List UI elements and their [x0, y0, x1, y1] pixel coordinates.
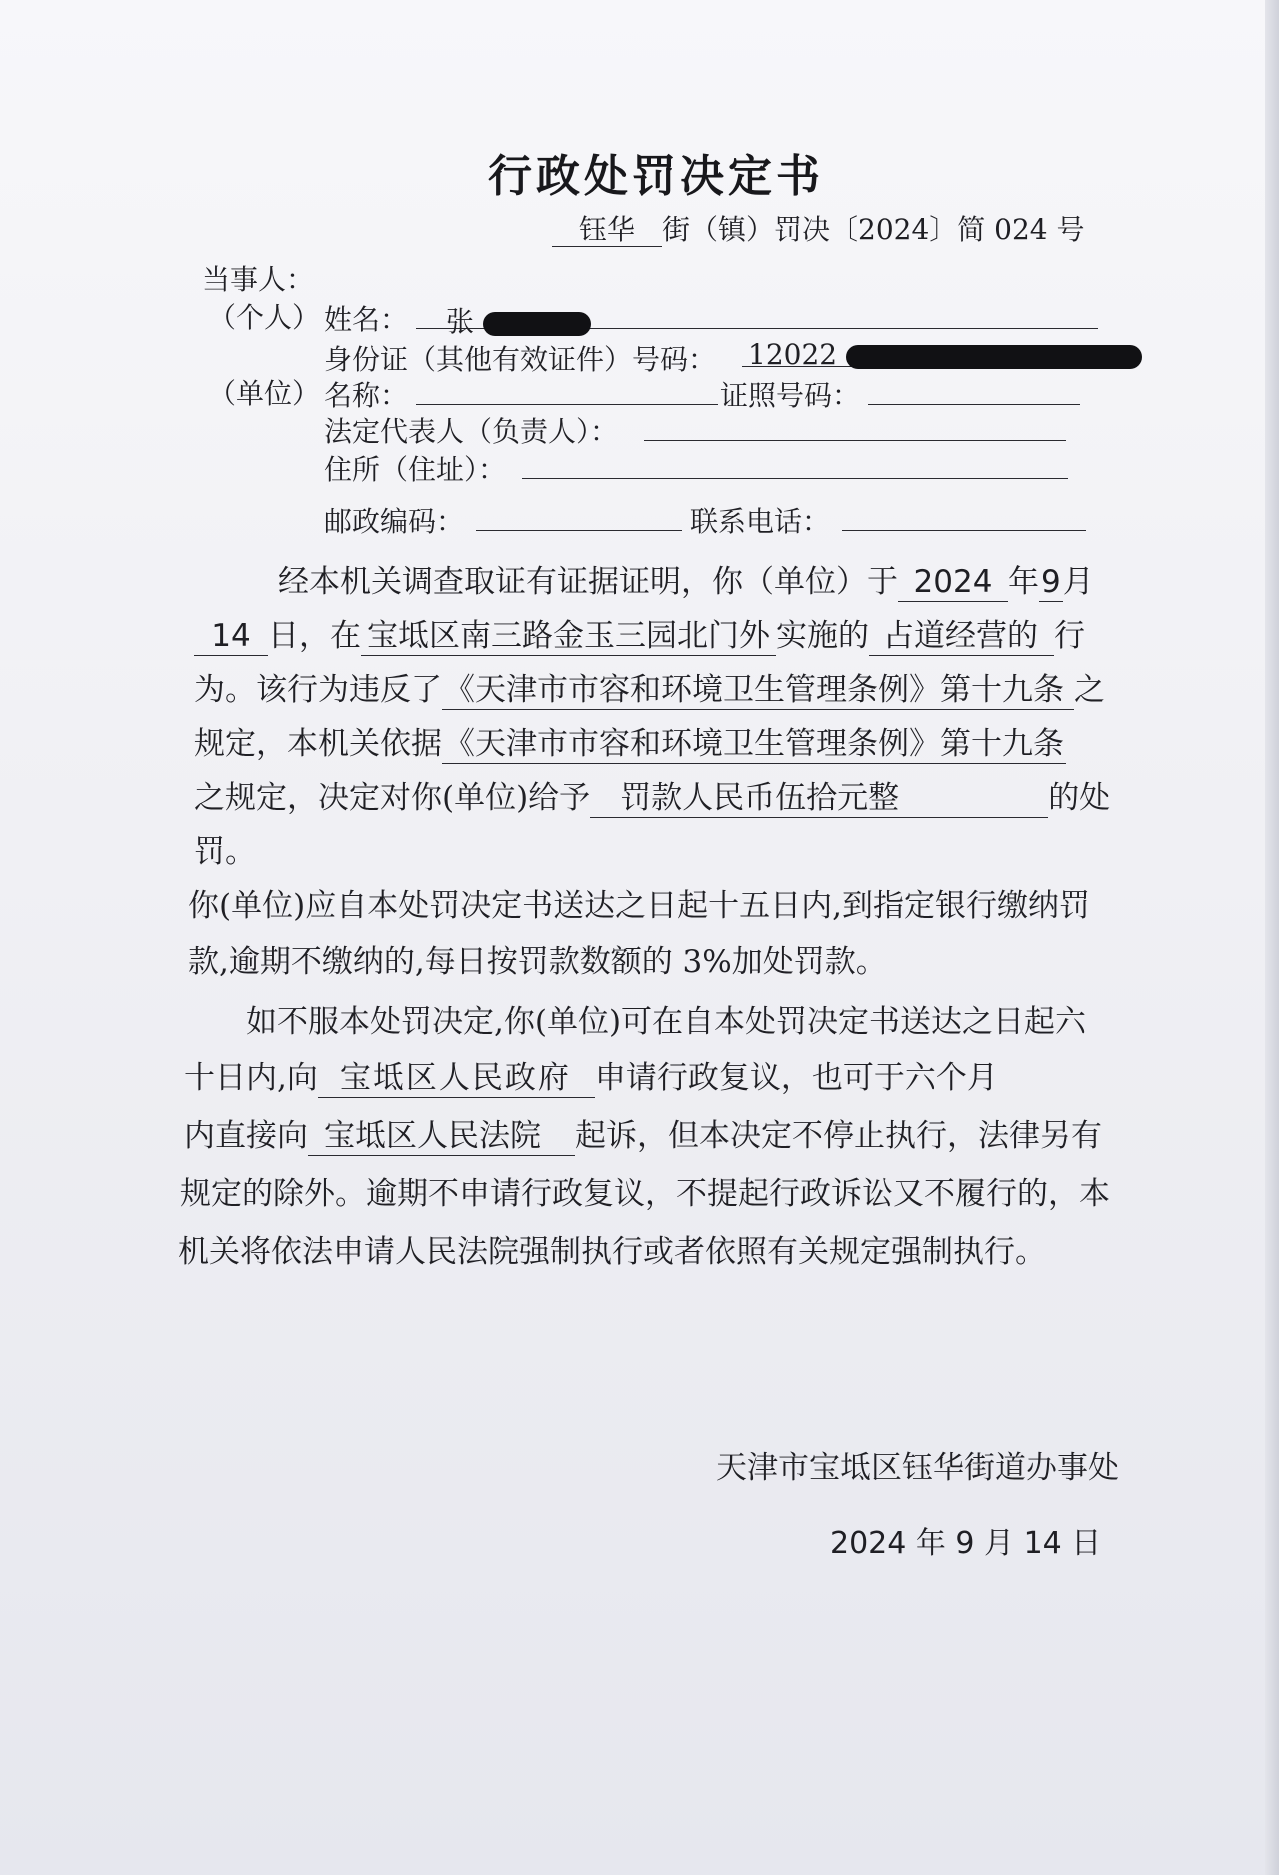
p1-line-4 [194, 724, 1066, 764]
paper-edge [1265, 0, 1279, 1875]
issue-date: 2024 年 9 月 14 日 [830, 1526, 1102, 1561]
p1-line-5 [194, 778, 1110, 818]
court-value: 宝坻区人民法院 [308, 1119, 575, 1156]
p1-l3-a: 为。该行为违反了 [194, 672, 442, 708]
phone-underline [842, 530, 1086, 531]
p3-l2-a: 十日内,向 [184, 1060, 318, 1096]
doc-number-street: 钰华 [552, 214, 662, 247]
document-title: 行政处罚决定书 [488, 151, 824, 202]
unit-name-underline [416, 404, 718, 405]
day-value: 14 [194, 619, 268, 656]
p3-line-5: 机关将依法申请人民法院强制执行或者依照有关规定强制执行。 [178, 1234, 1046, 1270]
location-value: 宝坻区南三路金玉三园北门外 [361, 619, 776, 656]
p3-l2-b: 申请行政复议，也可于六个月 [594, 1060, 998, 1096]
phone-label: 联系电话： [690, 505, 831, 538]
p3-line-3 [184, 1116, 1102, 1156]
day-suffix: 日，在 [268, 618, 361, 654]
p3-line-2 [184, 1058, 998, 1098]
penalty-value: 罚款人民币伍拾元整 [590, 781, 1048, 818]
p1-lead: 经本机关调查取证有证据证明，你（单位）于 [278, 564, 898, 600]
act-value: 占道经营的 [869, 619, 1054, 656]
act-suffix: 行 [1054, 618, 1085, 654]
implemented-text: 实施的 [776, 618, 869, 654]
month-suffix: 月 [1062, 564, 1094, 600]
p2-line-2: 款,逾期不缴纳的,每日按罚款数额的 3%加处罚款。 [188, 944, 887, 980]
name-label: 姓名： [324, 303, 409, 336]
p1-l5-a: 之规定，决定对你(单位)给予 [194, 780, 591, 816]
postcode-underline [476, 530, 682, 531]
address-underline [522, 478, 1068, 479]
id-field [748, 338, 1142, 371]
name-field [446, 300, 591, 340]
legal-rep-underline [644, 440, 1066, 441]
law-basis: 《天津市市容和环境卫生管理条例》第十九条 [444, 726, 1064, 762]
p3-line-4: 规定的除外。逾期不申请行政复议，不提起行政诉讼又不履行的，本 [180, 1176, 1110, 1212]
postcode-label: 邮政编码： [324, 505, 465, 538]
id-value: 12022 [748, 338, 838, 371]
id-label: 身份证（其他有效证件）号码： [324, 343, 717, 376]
document-number [552, 208, 1085, 248]
p1-l4-a: 规定，本机关依据 [194, 726, 442, 762]
p3-line-1: 如不服本处罚决定,你(单位)可在自本处罚决定书送达之日起六 [246, 1004, 1087, 1040]
redaction-mark [846, 345, 1142, 369]
license-underline [868, 404, 1080, 405]
p1-line-3 [194, 670, 1105, 710]
law-violated: 《天津市市容和环境卫生管理条例》第十九条 [442, 673, 1074, 710]
legal-rep-label: 法定代表人（负责人）： [324, 415, 619, 448]
name-value: 张 [446, 305, 475, 338]
individual-tag: （个人） [208, 301, 321, 334]
license-label: 证照号码： [720, 379, 861, 412]
address-label: 住所（住址）： [324, 453, 507, 486]
p3-l3-b: 起诉，但本决定不停止执行，法律另有 [575, 1118, 1102, 1154]
review-authority: 宝坻区人民政府 [318, 1061, 595, 1098]
doc-number-suffix: 街（镇）罚决〔2024〕简 024 号 [662, 213, 1085, 246]
p3-l3-a: 内直接向 [184, 1118, 308, 1154]
year-suffix: 年 [1008, 564, 1039, 600]
month-value: 9 [1041, 564, 1061, 600]
p1-line-6: 罚。 [194, 834, 256, 870]
year-value: 2024 [898, 565, 1008, 602]
unit-tag: （单位） [208, 377, 321, 410]
p1-line-2 [194, 616, 1085, 656]
issuing-authority: 天津市宝坻区钰华街道办事处 [716, 1450, 1119, 1486]
p1-l5-b: 的处 [1048, 780, 1111, 816]
party-label: 当事人： [202, 263, 315, 296]
p1-l3-b: 之 [1074, 672, 1105, 708]
redaction-mark [483, 312, 591, 336]
p2-line-1: 你(单位)应自本处罚决定书送达之日起十五日内,到指定银行缴纳罚 [188, 888, 1091, 924]
unit-name-label: 名称： [324, 379, 409, 412]
p1-line-1 [278, 562, 1094, 602]
